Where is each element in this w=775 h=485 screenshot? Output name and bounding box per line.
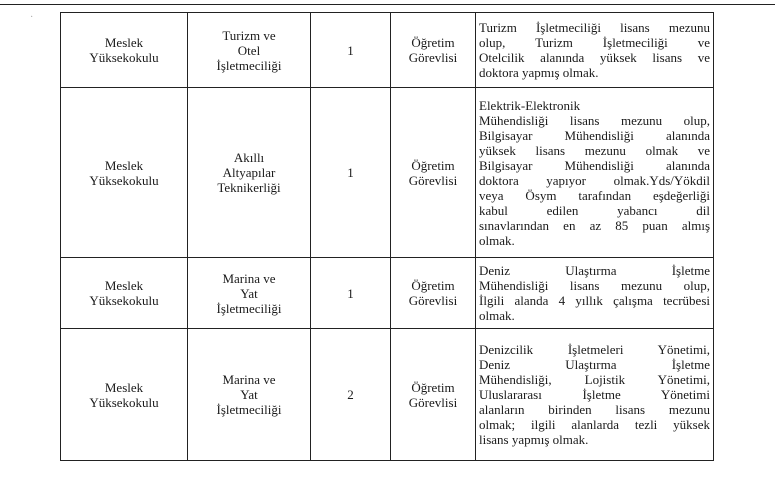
requirement-line: veya Ösym tarafından eşdeğerliği	[479, 187, 710, 203]
top-rule	[0, 4, 775, 5]
cell-line: Otel	[237, 42, 261, 58]
cell-line: Turizm ve	[222, 27, 276, 43]
cell-line: Görevlisi	[408, 394, 458, 410]
requirement-line: alanların birinden lisans mezunu	[479, 402, 710, 417]
requirement-line: yüksek lisans mezunu olmak ve	[479, 142, 710, 158]
cell-line: Teknikerliği	[217, 180, 281, 195]
requirement-line: doktora yapmış olmak.	[479, 65, 599, 80]
job-postings-table	[60, 12, 714, 461]
requirements-cell	[476, 329, 714, 461]
position-count-cell: 1	[311, 258, 391, 329]
cell-line: Öğretim	[411, 379, 455, 395]
requirements-cell	[476, 258, 714, 329]
unit-cell	[61, 258, 188, 329]
position-count-cell: 2	[311, 329, 391, 461]
requirements-cell	[476, 13, 714, 88]
requirement-line: lisans yapmış olmak.	[479, 432, 589, 447]
cell-line: Meslek	[104, 278, 144, 293]
title-cell	[391, 13, 476, 88]
requirements-cell	[476, 88, 714, 258]
requirement-line: Turizm İşletmeciliği lisans mezunu	[479, 20, 710, 35]
requirement-line: Uluslararası İşletme Yönetimi	[479, 387, 710, 402]
cell-line: İşletmeciliği	[216, 300, 282, 316]
requirement-line: Bilgisayar Mühendisliği alanında	[479, 127, 710, 143]
requirement-line: Elektrik-Elektronik	[479, 97, 581, 113]
unit-cell	[61, 329, 188, 461]
title-cell	[391, 258, 476, 329]
requirement-line: Mühendisliği lisans mezunu olup,	[479, 112, 710, 128]
requirement-line: Deniz Ulaştırma İşletme	[479, 263, 710, 278]
requirement-line: Deniz Ulaştırma İşletme	[479, 357, 710, 372]
department-cell	[188, 329, 311, 461]
cell-line: İşletmeciliği	[216, 57, 282, 73]
cell-line: Yüksekokulu	[89, 172, 159, 188]
requirement-line: olup, Turizm İşletmeciliği ve	[479, 35, 710, 50]
position-count-cell: 1	[311, 13, 391, 88]
cell-line: Görevlisi	[408, 293, 458, 308]
cell-line: Yüksekokulu	[89, 293, 159, 308]
table-row	[61, 88, 714, 258]
cell-line: Öğretim	[411, 35, 455, 50]
requirement-line: kabul edilen yabancı dil	[479, 202, 710, 218]
cell-line: Yüksekokulu	[89, 50, 159, 65]
cell-line: Marina ve	[222, 372, 276, 387]
unit-cell	[61, 13, 188, 88]
cell-line: Öğretim	[411, 278, 455, 293]
requirement-line: olmak; ilgili alanlarda tezli yüksek	[479, 417, 710, 432]
cell-line: Yat	[240, 285, 258, 301]
requirement-line: olmak.	[479, 232, 515, 248]
cell-line: Meslek	[104, 379, 144, 395]
requirement-line: Denizcilik İşletmeleri Yönetimi,	[479, 342, 710, 357]
title-cell	[391, 88, 476, 258]
requirement-line: olmak.	[479, 308, 515, 323]
cell-line: Yüksekokulu	[89, 394, 159, 410]
table-row	[61, 329, 714, 461]
requirement-line: Mühendisliği lisans mezunu olup,	[479, 278, 710, 293]
department-cell	[188, 88, 311, 258]
scan-mark: ·	[30, 12, 34, 23]
cell-line: Görevlisi	[408, 50, 458, 65]
requirement-line: İlgili alanda 4 yıllık çalışma tecrübesi	[479, 293, 710, 308]
cell-line: Öğretim	[411, 157, 455, 173]
cell-line: Marina ve	[222, 270, 276, 286]
cell-line: Meslek	[104, 35, 144, 50]
requirement-line: doktora yapıyor olmak.Yds/Yökdil	[479, 172, 710, 188]
cell-line: Akıllı	[233, 150, 265, 165]
table-body	[61, 13, 714, 461]
unit-cell	[61, 88, 188, 258]
cell-line: Meslek	[104, 157, 144, 173]
title-cell	[391, 329, 476, 461]
position-count-cell: 1	[311, 88, 391, 258]
cell-line: Yat	[240, 387, 258, 402]
department-cell	[188, 258, 311, 329]
table-row	[61, 13, 714, 88]
cell-line: Görevlisi	[408, 172, 458, 188]
cell-line: İşletmeciliği	[216, 402, 282, 417]
table-row	[61, 258, 714, 329]
cell-line: Altyapılar	[222, 165, 276, 180]
requirement-line: Bilgisayar Mühendisliği alanında	[479, 157, 710, 173]
requirement-line: Mühendisliği, Lojistik Yönetimi,	[479, 372, 710, 387]
department-cell	[188, 13, 311, 88]
requirement-line: sınavlarından en az 85 puan almış	[479, 217, 710, 233]
requirement-line: Otelcilik alanında yüksek lisans ve	[479, 50, 710, 65]
